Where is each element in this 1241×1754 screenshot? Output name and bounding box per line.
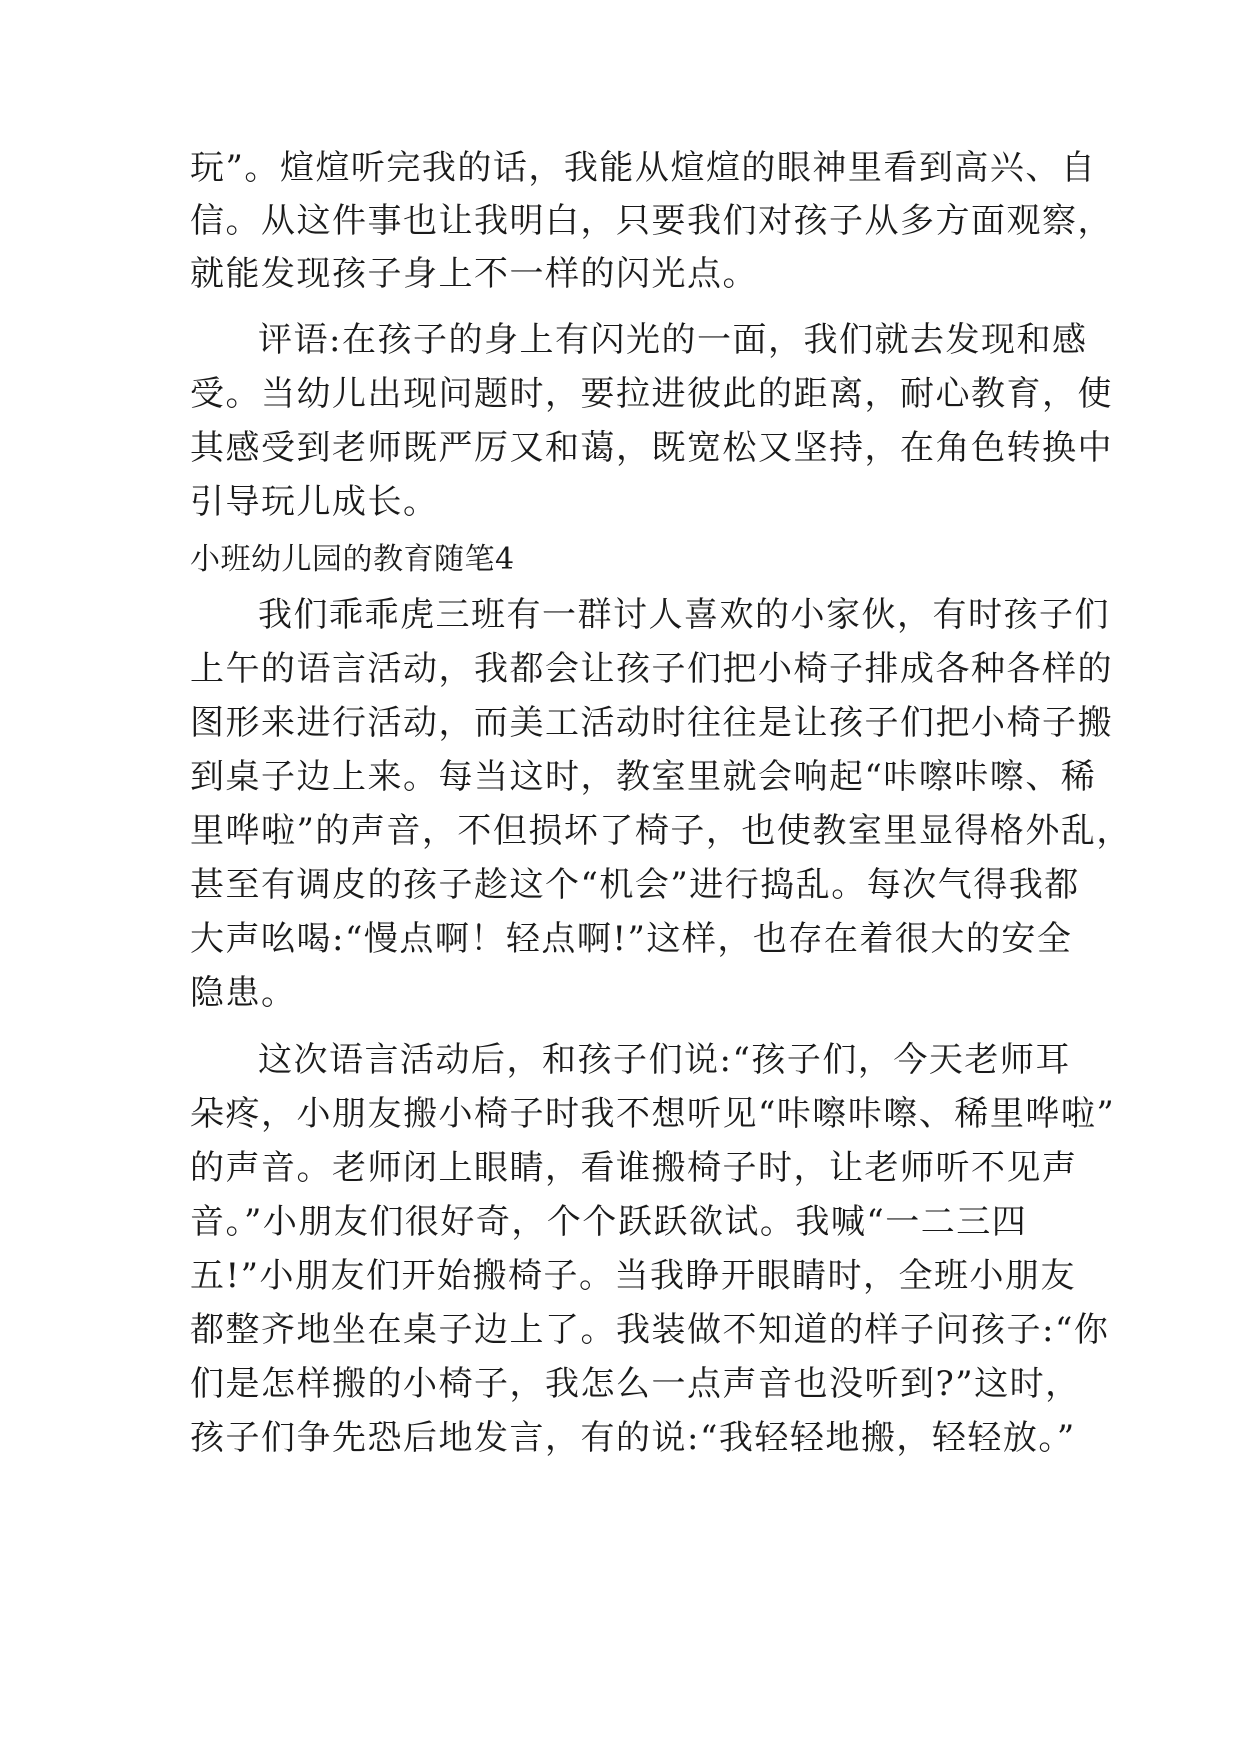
text-line: 隐患。 — [190, 973, 297, 1013]
text-line: 就能发现孩子身上不一样的闪光点。 — [190, 254, 758, 294]
text-line: 受。当幼儿出现问题时，要拉进彼此的距离，耐心教育，使 — [190, 374, 1113, 414]
text-line: 到桌子边上来。每当这时，教室里就会响起“咔嚓咔嚓、稀 — [190, 757, 1097, 797]
text-line: 的声音。老师闭上眼睛，看谁搬椅子时，让老师听不见声 — [190, 1148, 1078, 1188]
text-line: 我们乖乖虎三班有一群讨人喜欢的小家伙，有时孩子们 — [258, 595, 1110, 635]
text-line: 大声吆喝:“慢点啊！轻点啊!”这样，也存在着很大的安全 — [190, 919, 1073, 959]
text-line: 五!”小朋友们开始搬椅子。当我睁开眼睛时，全班小朋友 — [190, 1256, 1077, 1296]
text-line: 音。”小朋友们很好奇，个个跃跃欲试。我喊“一二三四 — [190, 1202, 1028, 1242]
text-line: 引导玩儿成长。 — [190, 482, 439, 522]
section-heading: 小班幼儿园的教育随笔4 — [190, 542, 515, 577]
text-line: 里哗啦”的声音，不但损坏了椅子，也使教室里显得格外乱， — [190, 811, 1132, 851]
text-line: 这次语言活动后，和孩子们说:“孩子们，今天老师耳 — [258, 1040, 1071, 1080]
text-line: 信。从这件事也让我明白，只要我们对孩子从多方面观察， — [190, 201, 1113, 241]
text-line: 们是怎样搬的小椅子，我怎么一点声音也没听到?”这时， — [190, 1364, 1081, 1404]
text-line: 玩”。煊煊听完我的话，我能从煊煊的眼神里看到高兴、自 — [190, 148, 1097, 188]
text-line: 其感受到老师既严厉又和蔼，既宽松又坚持，在角色转换中 — [190, 428, 1113, 468]
text-line: 都整齐地坐在桌子边上了。我装做不知道的样子问孩子:“你 — [190, 1310, 1110, 1350]
text-line: 上午的语言活动，我都会让孩子们把小椅子排成各种各样的 — [190, 649, 1113, 689]
text-line: 甚至有调皮的孩子趁这个“机会”进行捣乱。每次气得我都 — [190, 865, 1080, 905]
text-line: 图形来进行活动，而美工活动时往往是让孩子们把小椅子搬 — [190, 703, 1113, 743]
text-line: 孩子们争先恐后地发言，有的说:“我轻轻地搬，轻轻放。” — [190, 1418, 1076, 1458]
text-line: 评语:在孩子的身上有闪光的一面，我们就去发现和感 — [258, 320, 1088, 360]
text-line: 朵疼，小朋友搬小椅子时我不想听见“咔嚓咔嚓、稀里哗啦” — [190, 1094, 1116, 1134]
